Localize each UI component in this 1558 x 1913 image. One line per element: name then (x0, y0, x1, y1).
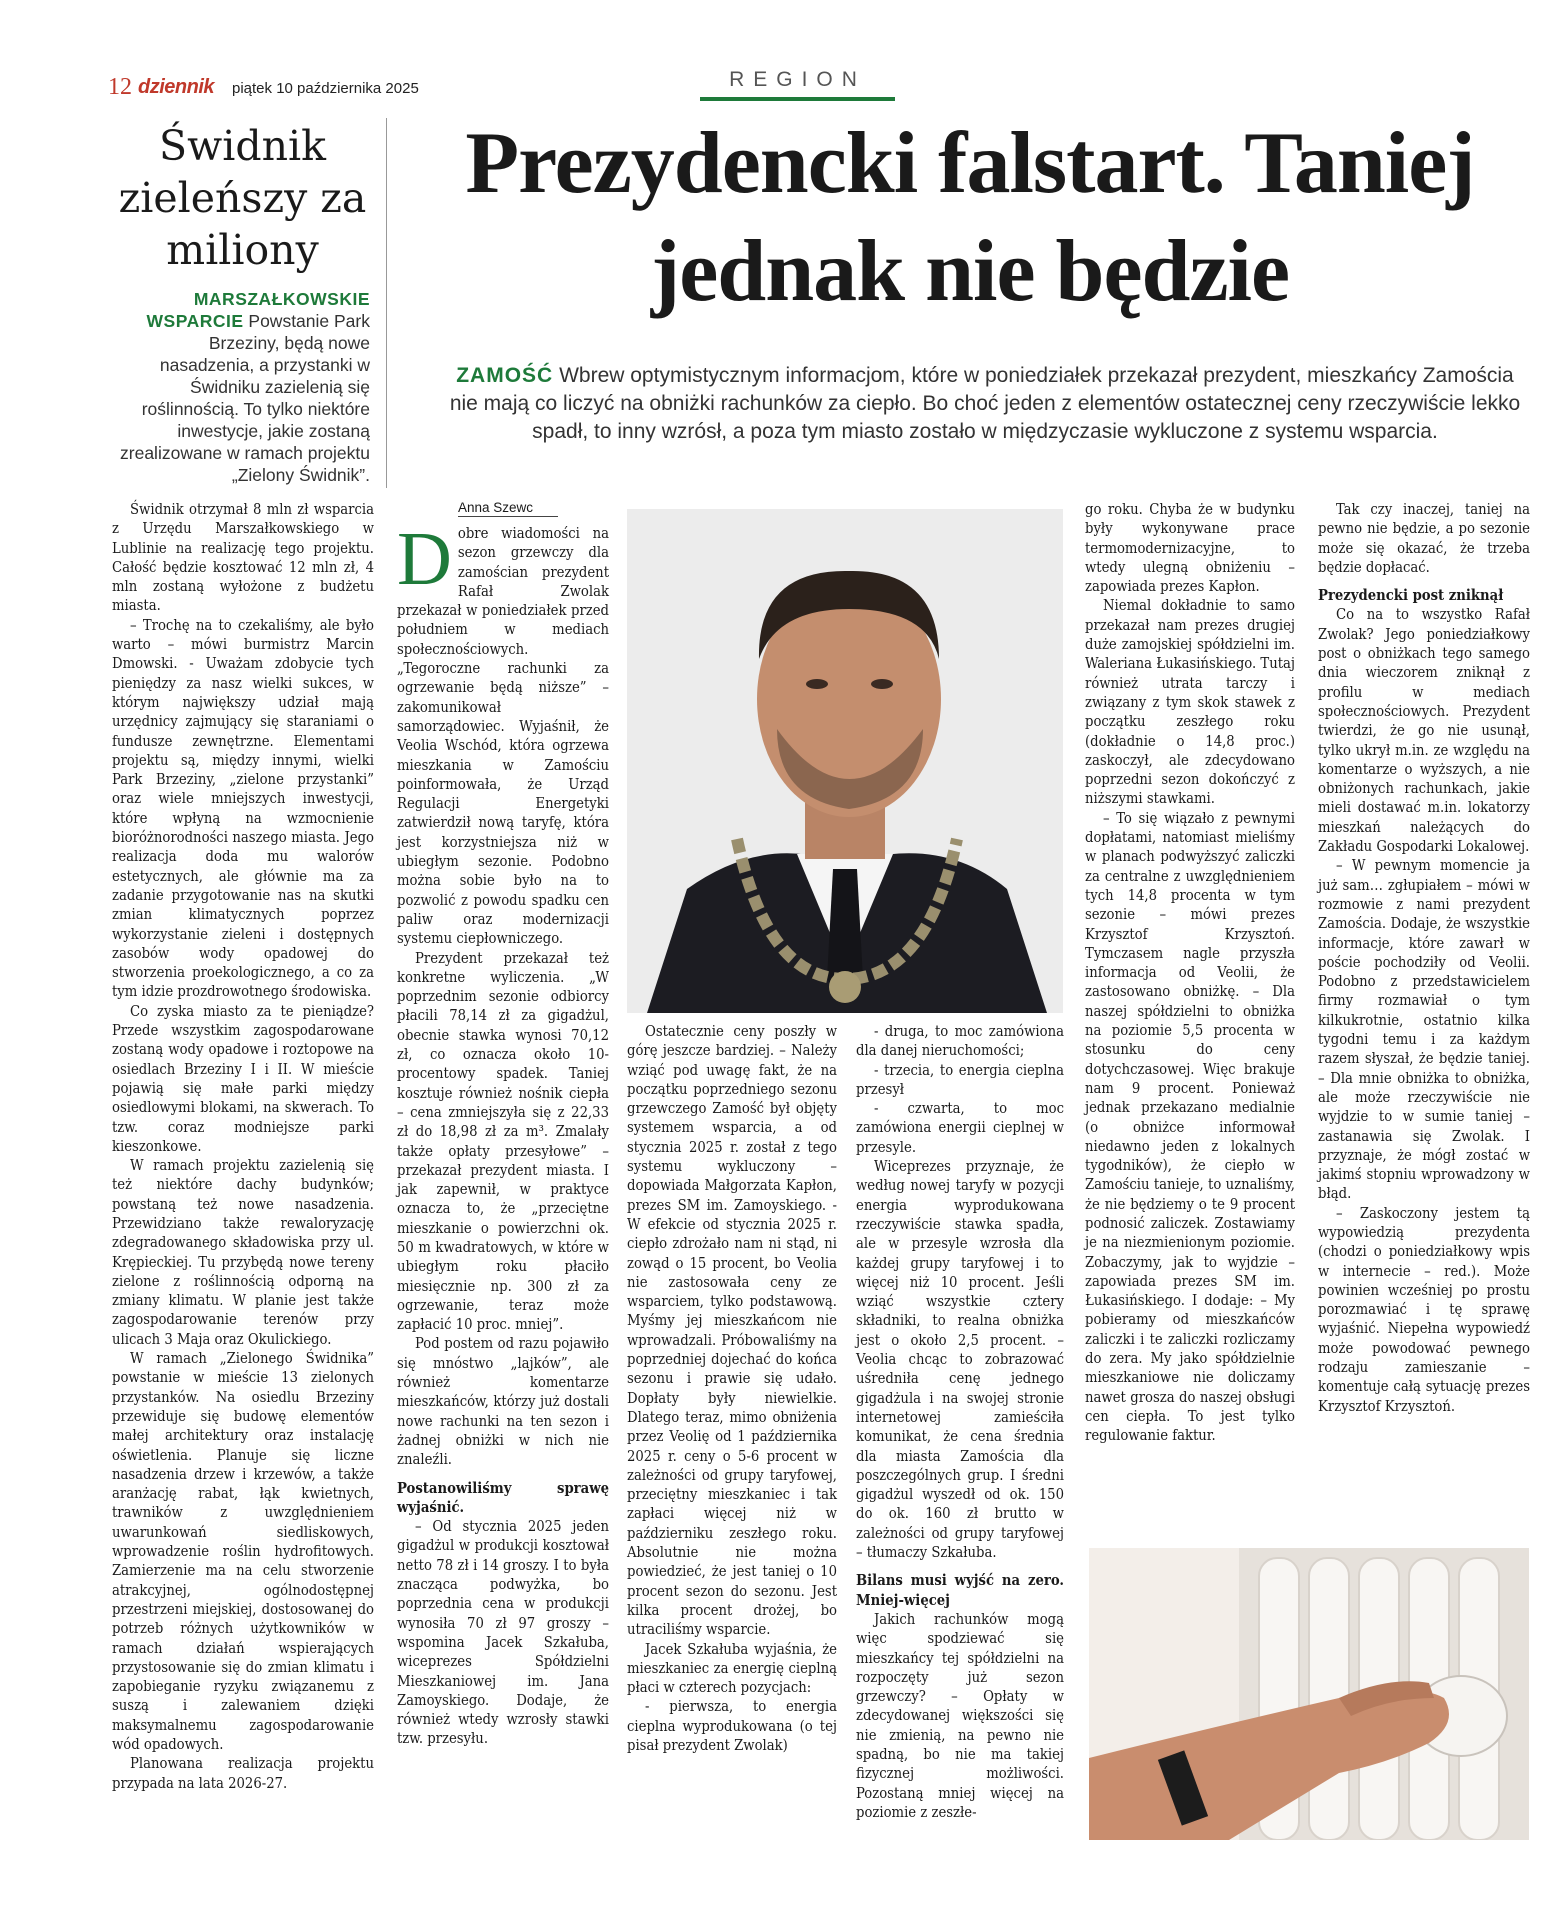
article-column-4 (1085, 500, 1295, 1446)
section-label: REGION (729, 68, 866, 91)
sidebar-paragraph: W ramach projektu zazielenią się też niektóre dachy budynków; powstaną też nowe nasadzenia. Przewidziano także rewaloryzację zdegradowanego składowiska przy ul. Krępieckiej. Tu przybędą nowe tereny zielone z roślinnością odporną na zmiany klimatu. W planie jest także zagospodarowanie terenów przy ulicach 3 Maja oraz Okulickiego. (112, 1157, 374, 1348)
radiator-illustration (1089, 1548, 1529, 1840)
article-column-5 (1318, 500, 1530, 1416)
article-paragraph: Niemal dokładnie to samo przekazał nam prezes drugiej duże zamojskiej spółdzielni im. Waleriana Łukasińskiego. Tutaj również utrata tarczy i związany z tym skok stawek z początku zeszłego roku (dokładnie o 14,8 proc.) zaskoczył, ale zdecydowano poprzedni sezon dokończyć z niższymi stawkami. (1085, 597, 1295, 808)
subheading: Bilans musi wyjść na zero. Mniej-więcej (856, 1572, 1064, 1609)
section-underline (700, 97, 895, 101)
drop-cap: D (397, 517, 452, 601)
article-paragraph: Ostatecznie ceny poszły w górę jeszcze bardziej. – Należy wziąć pod uwagę fakt, że na początku poprzedniego sezonu grzewczego Zamość był objęty systemem wsparcia, a od stycznia 2025 r. został z tego systemu wykluczony – dopowiada Małgorzata Kapłon, prezes SM im. Zamoyskiego. - W efekcie od stycznia 2025 r. ciepło zdrożało nam ni stąd, ni zowąd o 15 procent, bo Veolia nie zastosowała ceny ze wsparciem, tylko podstawową. Myśmy jej mieszkańcom nie wprowadzali. Próbowaliśmy na poprzedniej dojechać do końca sezonu i prawie się udało. Dopłaty były niewielkie. Dlatego teraz, mimo obniżenia przez Veolię od 1 października 2025 r. ceny o 5-6 procent w zależności od grupy taryfowej, przeciętny mieszkaniec i tak zapłaci więcej niż w październiku zeszłego roku. Absolutnie nie można powiedzieć, że jest taniej o 10 procent sezon do sezonu. Jest kilka procent drożej, bo utraciliśmy wsparcie. (627, 1023, 837, 1639)
sidebar-paragraph: Co zyska miasto za te pieniądze? Przede wszystkim zagospodarowane zostaną wody opadowe i roztopowe na osiedlach Brzeziny I i II. W mieście pojawią się małe parki między osiedlowymi blokami, na skwerach. To tzw. coraz modniejsze parki kieszonkowe. (112, 1002, 374, 1155)
sidebar-lead-text: Powstanie Park Brzeziny, będą nowe nasadzenia, a przystanki w Świdniku zazielenią się roślinnością. To tylko niektóre inwestycje, jakie zostaną zrealizowane w ramach projektu „Zielony Świdnik”. (120, 311, 370, 485)
sidebar-paragraph: Świdnik otrzymał 8 mln zł wsparcia z Urzędu Marszałkowskiego w Lublinie na realizację tego projektu. Całość będzie kosztować 12 mln zł, 4 mln zostaną wyłożone z budżetu miasta. (112, 501, 374, 615)
article-paragraph: Jakich rachunków mogą więc spodziewać się mieszkańcy tej spółdzielni na rozpoczęty już sezon grzewczy? – Opłaty w zdecydowanej większości się nie zmienią, na pewno nie spadną, bo nie ma takiej fizycznej możliwości. Pozostaną mniej więcej na poziomie z zeszłe- (856, 1610, 1064, 1821)
issue-date: piątek 10 października 2025 (232, 80, 419, 97)
portrait-photo (627, 509, 1063, 1013)
radiator-photo (1089, 1548, 1529, 1840)
page-number: 12 (108, 74, 132, 100)
newspaper-logo: dziennik (138, 76, 215, 98)
article-paragraph: – W pewnym momencie ja już sam… zgłupiałem – mówi w rozmowie z nami prezydent Zamościa. Dodaje, że wszystkie informacje, które zawarł w poście pochodziły od Veolii. Podobno z przedstawicielem firmy rozmawiał o tym kilkukrotnie, ostatnio kilka tygodni temu i za każdym razem słyszał, że będzie taniej. – Dla mnie obniżka to obniżka, ale może rzeczywiście nie wyjdzie to w sumie taniej – zastanawia się Zwolak. I przyznaje, że mógł zostać w jakimś stopniu wprowadzony w błąd. (1318, 857, 1530, 1203)
sidebar-body (112, 500, 374, 1793)
main-headline: Prezydencki falstart. Taniej jednak nie będzie (465, 115, 1475, 320)
article-paragraph: - pierwsza, to energia cieplna wyprodukowana (o tej pisał prezydent Zwolak) (627, 1698, 837, 1754)
subheading: Postanowiliśmy sprawę wyjaśnić. (397, 1479, 609, 1516)
article-paragraph: - trzecia, to energia cieplna przesył (856, 1061, 1064, 1098)
article-paragraph: - druga, to moc zamówiona dla danej nieruchomości; (856, 1023, 1064, 1060)
subheading: Prezydencki post zniknął (1318, 587, 1504, 605)
article-lead-text: Wbrew optymistycznym informacjom, które w poniedziałek przekazał prezydent, mieszkańcy Zamościa nie mają co liczyć na obniżki rachunków za ciepło. Bo choć jeden z elementów ostatecznej ceny rzeczywiście lekko spadł, to inny wzrósł, a poza tym miasto zostało w międzyczasie wykluczone z systemu wsparcia. (449, 364, 1521, 443)
article-paragraph: Prezydent przekazał też konkretne wyliczenia. „W poprzednim sezonie odbiorcy płacili 78,14 zł za gigadżul, obecnie stawka wynosi 70,12 zł, co oznacza około 10-procentowy spadek. Taniej kosztuje również nośnik ciepła – cena zmniejszyła się z 22,33 zł do 18,98 zł za m³. Zmalały także opłaty przesyłowe” – przekazał prezydent miasta. I jak zapewnił, w praktyce oznacza to, że „przeciętne mieszkanie o powierzchni ok. 50 m kwadratowych, w które w ubiegłym roku płaciło miesięcznie np. 300 zł za ogrzewanie, teraz może zapłacić 10 proc. mniej”. (397, 949, 609, 1334)
sidebar-lead (115, 288, 370, 486)
article-paragraph: go roku. Chyba że w budynku były wykonywane prace termomodernizacyjne, to wtedy ulegną obniżeniu – zapowiada prezes Kapłon. (1085, 501, 1295, 596)
article-paragraph: Jacek Szkałuba wyjaśnia, że mieszkaniec za energię cieplną płaci w czterech pozycjach: (627, 1640, 837, 1697)
article-lead-kicker: ZAMOŚĆ (456, 364, 554, 387)
column-divider (386, 118, 387, 488)
article-column-2 (627, 1022, 837, 1755)
sidebar-paragraph: Planowana realizacja projektu przypada na lata 2026-27. (112, 1755, 374, 1792)
article-paragraph: – Zaskoczony jestem tą wypowiedzią prezydenta (chodzi o poniedziałkowy wpis w internecie – red.). Może powinien wcześniej po prostu porozmawiać i tę sprawę wyjaśnić. Niepełna wypowiedź może powodować pewnego rodzaju zamieszanie – komentuje całą sytuację prezes Krzysztof Krzysztoń. (1318, 1204, 1530, 1415)
sidebar-lead-kicker: MARSZAŁKOWSKIE WSPARCIE (146, 289, 370, 331)
sidebar-paragraph: W ramach „Zielonego Świdnika” powstanie w mieście 13 zielonych przystanków. Na osiedlu Brzeziny przewiduje się budowę elementów małej architektury oraz instalację oświetlenia. Planuje się liczne nasadzenia drzew i krzewów, a także aranżację rabat, łąk kwietnych, trawników z uwzględnieniem uwarunkowań siedliskowych, wprowadzenie roślin hydrofitowych. Zamierzenie ma na celu stworzenie atrakcyjnej, ogólnodostępnej przestrzeni miejskiej, dostosowanej do potrzeb różnych użytkowników w ramach działań wspierających przystosowanie się do zmian klimatu i zapobieganie ryzyku związanemu z suszą i zalewaniem dzięki maksymalnemu zagospodarowanie wód opadowych. (112, 1350, 374, 1753)
article-paragraph: – Od stycznia 2025 jeden gigadżul w produkcji kosztował netto 78 zł i 14 groszy. I to była znacząca podwyżka, bo poprzednia cena w produkcji wynosiła 70 zł 97 groszy – wspomina Jacek Szkałuba, wiceprezes Spółdzielni Mieszkaniowej im. Jana Zamoyskiego. Dodaje, że również wtedy wzrosły stawki tzw. przesyłu. (397, 1518, 609, 1748)
sidebar-paragraph: – Trochę na to czekaliśmy, ale było warto – mówi burmistrz Marcin Dmowski. - Uważam zdobycie tych pieniędzy za nasz wielki sukces, w którym największy udział mają urzędnicy zajmujący się staraniami o fundusze zewnętrzne. Elementami projektu są, między innymi, wielki Park Brzeziny, „zielone przystanki” oraz wiele mniejszych inwestycji, które wpłyną na wzmocnienie bioróżnorodności naszego miasta. Jego realizacja doda mu walorów estetycznych, ale głównie ma za zadanie przygotowanie nas na skutki zmian klimatycznych poprzez wykorzystanie zieleni i dostępnych zasobów wody opadowej do stworzenia proekologicznego, a co za tym idzie prozdrowotnego środowiska. (112, 616, 374, 1001)
sidebar-title: Świdnik zieleńszy za miliony (118, 122, 367, 274)
article-column-3 (856, 1022, 1064, 1822)
article-column-1 (397, 517, 609, 1749)
article-paragraph: Pod postem od razu pojawiło się mnóstwo „lajków”, ale również komentarze mieszkańców, którzy już dostali nowe rachunki na ten sezon i żadnej obniżki w nich nie znaleźli. (397, 1335, 609, 1469)
article-paragraph: – To się wiązało z pewnymi dopłatami, natomiast mieliśmy w planach podwyższyć zaliczki za centralne z uwzględnieniem tych 14,8 procenta w tym sezonie – mówi prezes Krzysztof Krzysztoń. Tymczasem nagle przyszła informacja od Veolii, że zastosowano obniżkę. – Dla naszej spółdzielni to obniżka na poziomie 5,5 procenta w stosunku do ceny dotychczasowej. Więc brakuje nam 9 procent. Ponieważ jednak przekazano medialnie (o obniżce informował niedawno jeden z lokalnych tygodników), że ciepło w Zamościu tanieje, to uznaliśmy, że nie będziemy o te 9 procent podnosić zaliczek. Zostawiamy je na niezmienionym poziomie. Zobaczymy, jak to wyjdzie – zapowiada prezes SM im. Łukasińskiego. I dodaje: – My pobieramy od mieszkańców zaliczki i te zaliczki rozliczamy do zera. My jako spółdzielnie mieszkaniowe nie doliczamy nawet grosza do naszej obsługi cen ciepła. To jest tylko regulowanie faktur. (1085, 809, 1295, 1445)
article-paragraph: Dobre wiadomości na sezon grzewczy dla zamościan prezydent Rafał Zwolak przekazał w poniedziałek przed południem w mediach społecznościowych. „Tegoroczne rachunki za ogrzewanie będą niższe” – zakomunikował samorządowiec. Wyjaśnił, że Veolia Wschód, która ogrzewa mieszkania w Zamościu poinformowała, że Urząd Regulacji Energetyki zatwierdził nową taryfę, która jest korzystniejsza niż w ubiegłym sezonie. Podobno można sobie było na to pozwolić z powodu spadku cen paliw oraz modernizacji systemu ciepłowniczego. (397, 517, 609, 948)
byline-rule (458, 516, 558, 517)
article-paragraph: Wiceprezes przyznaje, że według nowej taryfy w pozycji energia wyprodukowana rzeczywiście stawka spadła, ale w przesyle wzrosła dla każdej grupy taryfowej i to więcej niż 10 procent. Jeśli wziąć wszystkie cztery składniki, to realna obniżka jest o około 2,5 procent. – Veolia chcąc to zobrazować uśredniła cenę jednego gigadżula i na swojej stronie internetowej zamieściła komunikat, że cena średnia dla miasta Zamościa dla poszczególnych grup. I średni gigadżul wyszedł od ok. 150 do ok. 160 zł brutto w zależności od grupy taryfowej – tłumaczy Szkałuba. (856, 1158, 1064, 1562)
byline: Anna Szewc (458, 500, 534, 515)
article-paragraph: - czwarta, to moc zamówiona energii cieplnej w przesyle. (856, 1100, 1064, 1156)
article-paragraph: Tak czy inaczej, taniej na pewno nie będzie, a po sezonie może się okazać, że trzeba będzie dopłacać. (1318, 501, 1530, 576)
portrait-illustration (627, 509, 1063, 1013)
article-paragraph: Co na to wszystko Rafał Zwolak? Jego poniedziałkowy post o obniżkach tego samego dnia wieczorem zniknął z profilu w mediach społecznościowych. Prezydent twierdzi, że go nie usunął, tylko ukrył m.in. ze względu na komentarze o wyższych, a nie obniżonych rachunkach, jakie mieli dostawać m.in. lokatorzy mieszkań należących do Zakładu Gospodarki Lokalowej. (1318, 606, 1530, 856)
article-lead (440, 362, 1530, 446)
